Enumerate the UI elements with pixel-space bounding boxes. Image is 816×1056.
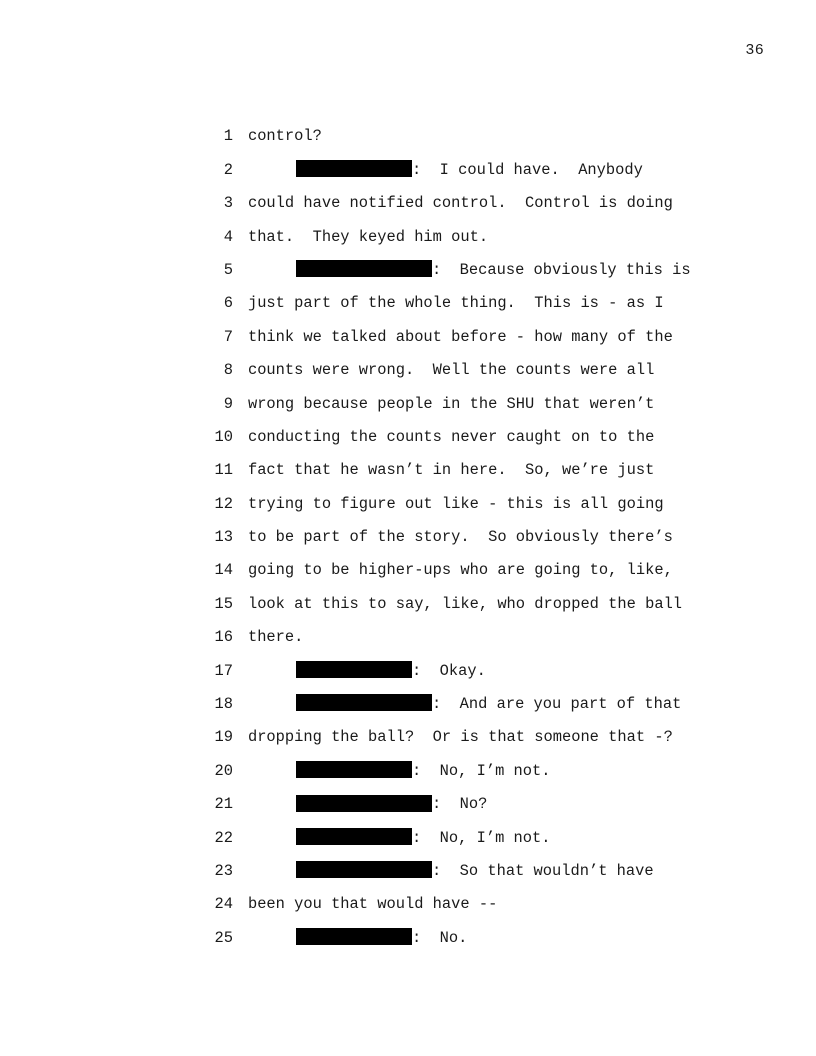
line-number: 19 <box>214 728 233 747</box>
line-number: 9 <box>223 394 233 413</box>
line-number: 8 <box>223 361 233 380</box>
line-text: : No, I’m not. <box>411 828 551 847</box>
line-number: 24 <box>214 895 233 914</box>
transcript-line <box>170 888 690 947</box>
line-number: 20 <box>214 761 233 780</box>
line-text: look at this to say, like, who dropped the ball <box>247 594 683 613</box>
line-text: : No? <box>431 795 488 814</box>
transcript-line <box>170 554 690 613</box>
transcript-line <box>170 154 690 213</box>
transcript-line <box>170 588 690 647</box>
line-number: 13 <box>214 528 233 547</box>
line-number: 21 <box>214 795 233 814</box>
line-text: been you that would have -- <box>247 895 498 914</box>
line-text: that. They keyed him out. <box>247 227 489 246</box>
line-text: just part of the whole thing. This is - as I <box>247 294 664 313</box>
transcript-line <box>170 788 690 847</box>
line-number: 18 <box>214 695 233 714</box>
line-text: : No. <box>411 928 468 947</box>
line-text: going to be higher-ups who are going to, like, <box>247 561 673 580</box>
line-text: there. <box>247 628 304 647</box>
line-text: : Okay. <box>411 661 486 680</box>
transcript-line <box>170 87 690 146</box>
transcript-line <box>170 287 690 346</box>
line-number: 3 <box>223 194 233 213</box>
line-number: 6 <box>223 294 233 313</box>
transcript-line <box>170 120 690 179</box>
transcript-body <box>170 87 691 947</box>
line-text: : No, I’m not. <box>411 761 551 780</box>
line-text: : So that wouldn’t have <box>431 862 654 880</box>
line-number: 15 <box>214 594 233 613</box>
transcript-line <box>170 221 691 279</box>
line-number: 25 <box>214 928 233 947</box>
line-text: to be part of the story. So obviously there’s <box>247 528 673 547</box>
transcript-line <box>170 655 690 714</box>
line-number: 22 <box>214 828 233 847</box>
line-number: 16 <box>214 628 233 647</box>
line-text: wrong because people in the SHU that weren’t <box>247 394 655 413</box>
transcript-line <box>170 421 690 480</box>
transcript-line <box>170 488 690 547</box>
line-text: : And are you part of that <box>431 695 682 714</box>
transcript-line <box>170 254 690 313</box>
transcript-line <box>170 688 690 747</box>
line-text: control? <box>247 127 322 146</box>
line-number: 10 <box>214 427 233 446</box>
line-text: fact that he wasn’t in here. So, we’re just <box>247 461 655 480</box>
line-number: 5 <box>223 260 233 279</box>
page-number: 36 <box>745 42 764 59</box>
transcript-line <box>170 454 690 513</box>
line-text: : I could have. Anybody <box>411 160 643 179</box>
transcript-line <box>170 855 690 914</box>
line-number: 4 <box>223 227 233 246</box>
line-text: dropping the ball? Or is that someone that -? <box>247 728 673 747</box>
line-text: could have notified control. Control is doing <box>247 194 673 213</box>
transcript-line <box>170 621 690 680</box>
line-number: 17 <box>214 661 233 680</box>
line-number: 12 <box>214 494 233 513</box>
transcript-line <box>170 755 690 814</box>
line-text: conducting the counts never caught on to the <box>247 427 655 446</box>
line-number: 11 <box>214 461 233 480</box>
transcript-line <box>170 388 690 446</box>
line-text: trying to figure out like - this is all going <box>247 494 664 513</box>
transcript-line <box>170 721 690 780</box>
line-number: 1 <box>223 127 233 146</box>
transcript-line <box>170 321 690 380</box>
line-text: think we talked about before - how many of the <box>247 327 673 346</box>
redacted-speaker-name <box>296 928 412 945</box>
transcript-line <box>170 354 690 413</box>
transcript-line <box>170 822 690 880</box>
line-text: : Because obviously this is <box>431 260 691 279</box>
line-number: 23 <box>214 862 233 880</box>
transcript-line <box>170 521 690 580</box>
line-number: 2 <box>223 160 233 179</box>
line-text: counts were wrong. Well the counts were all <box>247 361 655 380</box>
line-number: 14 <box>214 561 233 580</box>
line-number: 7 <box>223 327 233 346</box>
transcript-line <box>170 187 690 246</box>
